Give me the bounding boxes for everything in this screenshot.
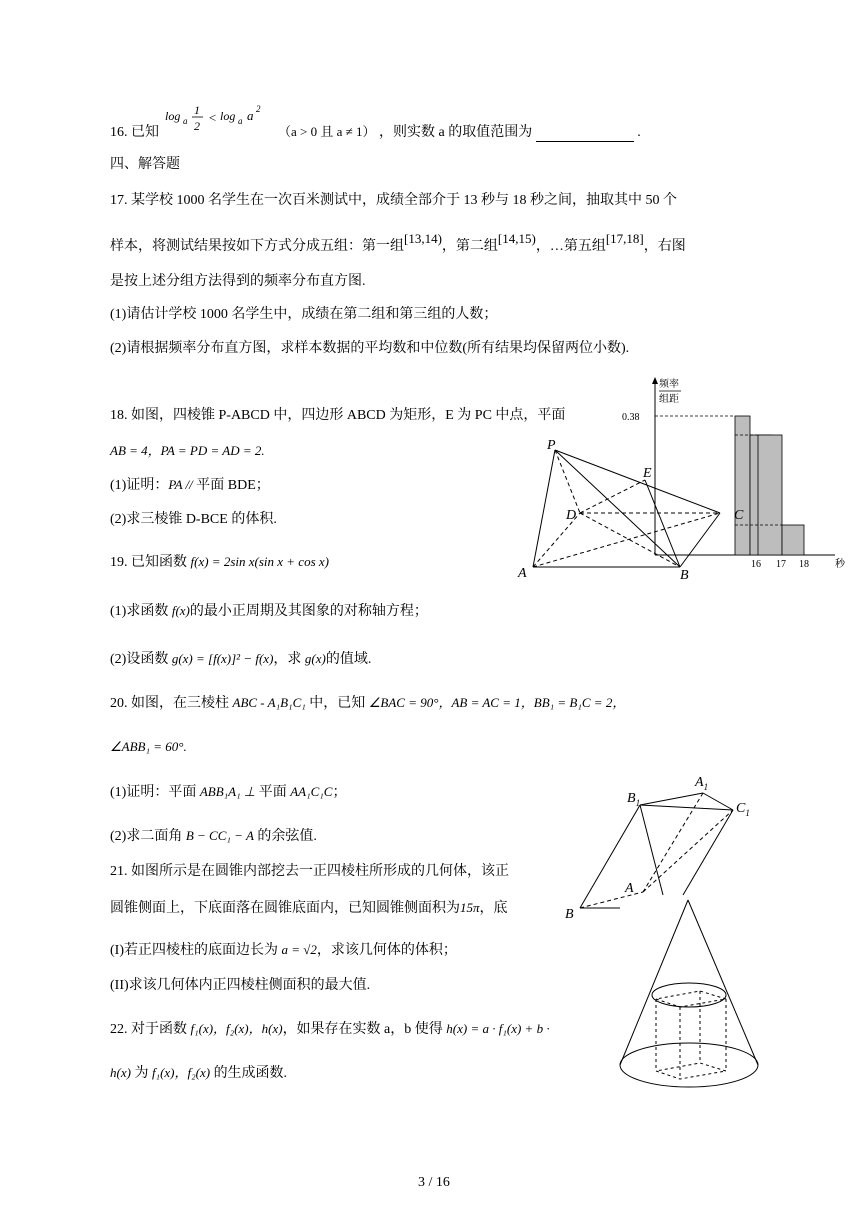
q22-formula: h(x) = a · f₁(x) + b · — [446, 1021, 550, 1036]
q16-tail: ，则实数 a 的取值范围为 — [379, 125, 533, 140]
svg-text:1: 1 — [193, 103, 200, 117]
q21-line-1: 21. 如图所示是在圆锥内部挖去一正四棱柱所形成的几何体，该正 — [110, 864, 509, 879]
q19-p1-math: f(x) — [171, 603, 190, 618]
group-5-interval: [17,18] — [605, 231, 644, 246]
q22-functions: f₁(x)，f₂(x)，h(x) — [190, 1021, 283, 1036]
edge-B1A1 — [640, 793, 703, 805]
q18-line-1: 18. 如图，四棱锥 P-ABCD 中，四边形 ABCD 为矩形，E 为 PC 中点，平面 — [110, 408, 566, 423]
group-2-interval: [14,15) — [497, 231, 536, 246]
label-P: P — [547, 438, 556, 453]
svg-text:2: 2 — [193, 119, 200, 133]
q22-text-d: 的生成函数. — [210, 1066, 288, 1081]
y-axis-arrow — [652, 377, 658, 384]
q20-p1-a: (1)证明：平面 — [110, 785, 200, 800]
bar-16-17 — [758, 435, 782, 555]
x-tick-17: 17 — [776, 559, 786, 570]
edge-DB — [580, 513, 680, 567]
q22-text-a: 22. 对于函数 — [110, 1022, 191, 1037]
cone-right-edge — [688, 900, 758, 1065]
edge-B1C — [640, 805, 663, 895]
q22-text-b: ，如果存在实数 a，b 使得 — [282, 1022, 447, 1037]
label-B1: $B_1$ — [627, 791, 641, 808]
pyramid-figure — [515, 435, 755, 585]
x-axis-label: 秒 — [835, 559, 845, 570]
label-A1: $A_1$ — [695, 775, 709, 792]
q16-num: 16. 已知 — [110, 125, 159, 140]
section-heading: 四、解答题 — [110, 157, 180, 172]
q19-line-1 — [110, 553, 329, 572]
q21-p1-b: ，求该几何体的体积； — [316, 943, 457, 958]
q20-p2-b: 的余弦值. — [253, 829, 317, 844]
x-tick-16: 16 — [751, 559, 761, 570]
edge-PC — [555, 450, 720, 513]
prism-bottom — [656, 1063, 726, 1079]
svg-text:a: a — [182, 116, 187, 126]
q17-text-b: ，第二组 — [441, 239, 498, 254]
q20-p1-c: ； — [332, 785, 347, 800]
bar-17-18 — [782, 525, 804, 555]
y-label-top: 频率 — [659, 379, 679, 390]
cone-figure — [618, 895, 768, 1095]
q17-line-2 — [110, 231, 686, 256]
q21-line-2 — [110, 899, 508, 918]
q20-p1-b: 平面 — [255, 785, 291, 800]
q19-text: 19. 已知函数 — [110, 555, 191, 570]
answer-blank[interactable] — [536, 127, 634, 142]
q19-p1-a: (1)求函数 — [110, 604, 172, 619]
q20-p2-math: B − CC₁ − A — [185, 828, 254, 843]
q19-part-2 — [110, 650, 371, 669]
q17-line-3: 是按上述分组方法得到的频率分布直方图. — [110, 274, 366, 289]
edge-BC — [680, 513, 720, 567]
q19-p2-math: g(x) = [f(x)]² − f(x) — [171, 651, 274, 666]
q20-line-1 — [110, 694, 625, 713]
label-C: C — [734, 508, 744, 523]
q22-line-1 — [110, 1020, 550, 1039]
q17-part-1: (1)请估计学校 1000 名学生中，成绩在第二组和第三组的人数； — [110, 307, 498, 322]
q16-end: . — [637, 125, 641, 140]
q17-part-2: (2)请根据频率分布直方图，求样本数据的平均数和中位数(所有结果均保留两位小数). — [110, 341, 630, 356]
q20-prism-name: ABC - A₁B₁C₁ — [232, 695, 306, 710]
edge-B1C1 — [640, 805, 733, 810]
label-B: B — [680, 568, 689, 583]
q19-p2-a: (2)设函数 — [110, 652, 172, 667]
label-C1: $C_1$ — [736, 801, 750, 818]
q19-part-1 — [110, 602, 428, 621]
edge-PD — [555, 450, 580, 513]
y-label-bottom: 组距 — [659, 394, 679, 405]
svg-text:a: a — [246, 108, 253, 123]
label-D: D — [566, 508, 577, 523]
q21-part-1 — [110, 941, 457, 960]
cone-cross-section — [652, 983, 726, 1007]
q19-function: f(x) = 2sin x(sin x + cos x) — [190, 554, 329, 569]
q19-p1-b: 的最小正周期及其图象的对称轴方程； — [189, 604, 428, 619]
q19-p2-b: ，求 — [273, 652, 305, 667]
q18-part-1 — [110, 476, 270, 495]
svg-text:a: a — [237, 116, 242, 126]
edge-C1C — [683, 810, 733, 895]
q16-condition: （a > 0 且 a ≠ 1） — [278, 124, 376, 139]
q21-text-b: ，底 — [479, 901, 508, 916]
label-E: E — [643, 466, 652, 481]
q17-text-c: ，…第五组 — [535, 239, 606, 254]
q22-text-c: 为 — [130, 1066, 152, 1081]
svg-text:log: log — [164, 109, 180, 123]
label-B: B — [565, 907, 574, 922]
q20-part-1 — [110, 783, 346, 802]
q18-p1-math: PA // — [168, 477, 193, 492]
q21-area: 15π — [460, 900, 480, 915]
q21-text-a: 圆锥侧面上，下底面落在圆锥底面内，已知圆锥侧面积为 — [110, 901, 460, 916]
q20-text-b: 中，已知 — [305, 696, 369, 711]
q19-p2-math-2: g(x) — [304, 651, 326, 666]
q20-part-2 — [110, 827, 317, 846]
edge-AC — [533, 513, 720, 567]
q17-text-a: 样本，将测试结果按如下方式分成五组：第一组 — [110, 239, 404, 254]
q17-line-1: 17. 某学校 1000 名学生在一次百米测试中，成绩全部介于 13 秒与 18 秒之间，抽取其中 50 个 — [110, 193, 677, 208]
label-A: A — [625, 881, 634, 896]
q20-line-2: ∠ABB₁ = 60°. — [110, 739, 187, 754]
edge-DE — [580, 480, 645, 513]
q21-part-2: (II)求该几何体内正四棱柱侧面积的最大值. — [110, 978, 371, 993]
q21-p1-math: a = √2 — [281, 942, 317, 957]
q20-conditions: ∠BAC = 90°，AB = AC = 1，BB₁ = B₁C = 2， — [368, 695, 626, 710]
label-A: A — [518, 566, 527, 581]
edge-AC1 — [643, 810, 733, 892]
q19-p2-c: 的值域. — [325, 652, 372, 667]
q18-part-2: (2)求三棱锥 D-BCE 的体积. — [110, 512, 277, 527]
q22-line-2 — [110, 1064, 287, 1083]
q20-p2-a: (2)求二面角 — [110, 829, 186, 844]
q22-h: h(x) — [110, 1065, 131, 1080]
q18-line-2: AB = 4，PA = PD = AD = 2. — [110, 443, 265, 458]
q20-p1-math: ABB₁A₁ ⊥ — [199, 784, 256, 799]
q16-inequality — [163, 103, 275, 136]
svg-text:<: < — [207, 110, 217, 125]
q22-f-pair: f₁(x)，f₂(x) — [151, 1065, 211, 1080]
q21-p1-a: (I)若正四棱柱的底面边长为 — [110, 943, 282, 958]
log-inequality-formula — [163, 102, 275, 142]
edge-PA — [533, 450, 555, 567]
q16-line — [110, 103, 641, 142]
q17-text-d: ，右图 — [643, 239, 686, 254]
svg-text:2: 2 — [255, 104, 260, 114]
edge-EB — [645, 480, 680, 567]
y-tick-label: 0.38 — [622, 412, 640, 423]
page-number: 3 / 16 — [418, 1175, 450, 1190]
edge-A1C1 — [703, 793, 733, 810]
group-1-interval: [13,14) — [404, 231, 442, 246]
x-tick-18: 18 — [799, 559, 809, 570]
q20-text-a: 20. 如图，在三棱柱 — [110, 696, 233, 711]
q20-p1-math-2: AA₁C₁C — [290, 784, 333, 799]
q18-p1-b: 平面 BDE； — [192, 478, 270, 493]
svg-text:log: log — [219, 109, 235, 123]
cone-left-edge — [620, 900, 688, 1065]
q18-p1-a: (1)证明： — [110, 478, 169, 493]
